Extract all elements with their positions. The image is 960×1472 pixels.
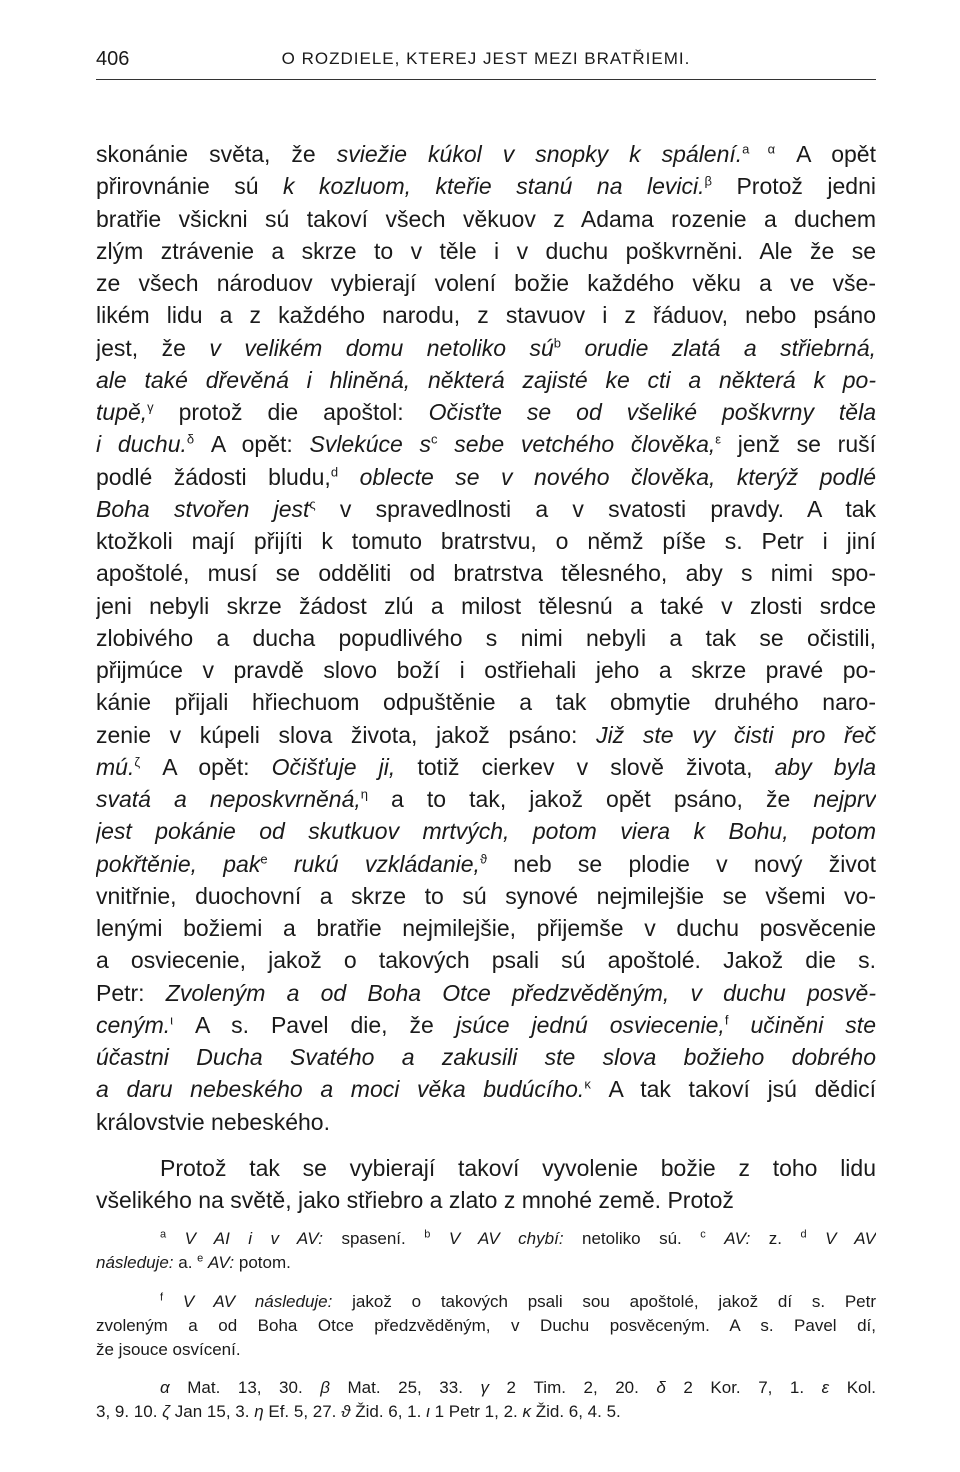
text-line: lenými božiemi a bratřie nejmilejšie, přijemše v duchu posvěcenie [96,915,876,941]
footnote-line: $^f$ V AV následuje: jakož o takových psali sou apoštolé, jakož dí s. Petr [160,1291,876,1311]
text-line: Protož tak se vybierají takoví vyvolenie božie z toho lidu [160,1154,876,1181]
body-text [96,138,876,1216]
text-line: a daru nebeského a moci věka budúcího.$^\kappa$ A tak takoví jsú dědicí [96,1076,876,1103]
text-line: Petr: Zvoleným a od Boha Otce předzvěděným, v duchu posvě- [96,979,876,1006]
text-line: zlobivého a ducha popudlivého s nimi nebyli a tak se očistili, [96,624,876,651]
text-line: všelikého na světě, jako střiebro a zlato z mnohé země. Protož [96,1187,734,1213]
header-rule [96,79,876,80]
text-line: přirovnánie sú k kozluom, kteřie stanú na levici.$^\beta$ Protož jedni [96,173,876,200]
text-line: jest pokánie od skutkuov mrtvých, potom viera k Bohu, potom [96,818,876,845]
footnote-line: zvoleným a od Boha Otce předzvěděným, v Duchu posvěceným. A s. Pavel dí, [96,1316,876,1335]
text-line: i duchu.$^\delta$ A opět: Svlekúce $s^c$ sebe vetchého člověka,$^\varepsilon$ jenž se ruší [96,431,876,458]
text-line: apoštolé, musí se odděliti od bratrstva tělesného, aby s nimi spo- [96,560,876,587]
text-line: svatá a neposkvrněná,$^\eta$ a to tak, jakož opět psáno, že nejprv [96,786,876,812]
text-line: podlé žádosti bludu,$^d$ oblecte se v nového člověka, kterýž podlé [96,463,876,490]
text-line: tupě,$^\gamma$ protož die apoštol: Očisťte se od všeliké poškvrny těla [96,399,876,425]
footnote-line: následuje: a. $^e$ AV: potom. [96,1252,291,1272]
footnote-line: α Mat. 13, 30. β Mat. 25, 33. γ 2 Tim. 2, 20. δ 2 Kor. 7, 1. ε Kol. [160,1378,876,1397]
page-number: 406 [96,48,130,70]
text-line: a osviecenie, jakož o takových psali sú apoštolé. Jakož die s. [96,947,876,974]
text-line: mú.$^\zeta$ A opět: Očišťuje ji, totiž cierkev v slově života, aby byla [96,753,876,780]
text-line: přijmúce v pravdě slovo boží i ostřiehali jeho a skrze pravé po- [96,657,876,683]
text-line: zenie v kúpeli slova života, jakož psáno: Již ste vy čisti pro řeč [96,721,876,748]
text-line: likém lidu a z každého narodu, z stavuov i z řáduov, nebo psáno [96,302,876,329]
footnotes-variants-continued [96,1290,876,1362]
footnote-line: 3, 9. 10. ζ Jan 15, 3. η Ef. 5, 27. ϑ Žid. 6, 1. ι 1 Petr 1, 2. κ Žid. 6, 4. 5. [96,1402,621,1421]
text-line: bratřie všickni sú takoví všech věkuov z Adama rozenie a duchem [96,205,876,232]
page-header [96,48,876,78]
text-line: pokřtěnie, pak$^e$ rukú vzkládanie,$^ϑ$ neb se plodie v nový život [96,850,876,877]
text-line: Boha stvořen jest$^\varsigma$ v spravedlnosti a v svatosti pravdy. A tak [96,495,876,522]
text-line: ktožkoli mají přijíti k tomuto bratrstvu, o němž píše s. Petr i jiní [96,528,876,554]
text-line: kánie přijali hřiechuom odpuštěnie a tak obmytie druhého naro- [96,689,876,716]
text-line: královstvie nebeského. [96,1108,330,1135]
running-title: O ROZDIELE, KTEREJ JEST MEZI BRATŘIEMI. [281,49,691,68]
text-line: zlým ztrávenie a skrze to v těle i v duchu poškvrněni. Ale že se [96,237,876,264]
footnote-line: $^a$ V AI i v AV: spasení. $^b$ V AV chybí: netoliko sú. $^c$ AV: z. $^d$ V AV [160,1228,876,1248]
text-line: skonánie světa, že sviežie kúkol v snopky k spálení.$^{a \alpha}$ A opět [96,141,876,167]
text-line: jest, že v velikém domu netoliko $sú^b$ orudie zlatá a střiebrná, [96,334,876,361]
text-line: ze všech národuov vybierají volení božie každého věku a ve vše- [96,270,876,296]
text-line: vnitřnie, duochovní a skrze to sú synové nejmilejšie se všemi vo- [96,882,876,909]
text-line: ale také dřevěná i hliněná, některá zajisté ke cti a některá k po- [96,366,876,393]
footnotes-variants [96,1227,876,1275]
text-line: jeni nebyli skrze žádost zlú a milost tělesnú a také v zlosti srdce [96,592,876,619]
footnote-line: že jsouce osvícení. [96,1340,241,1359]
footnotes-references [96,1376,876,1424]
text-line: ceným.$^\iota$ A s. Pavel die, že jsúce jednú osviecenie,$^f$ učiněni ste [96,1011,876,1038]
text-line: účastni Ducha Svatého a zakusili ste slova božieho dobrého [96,1044,876,1070]
